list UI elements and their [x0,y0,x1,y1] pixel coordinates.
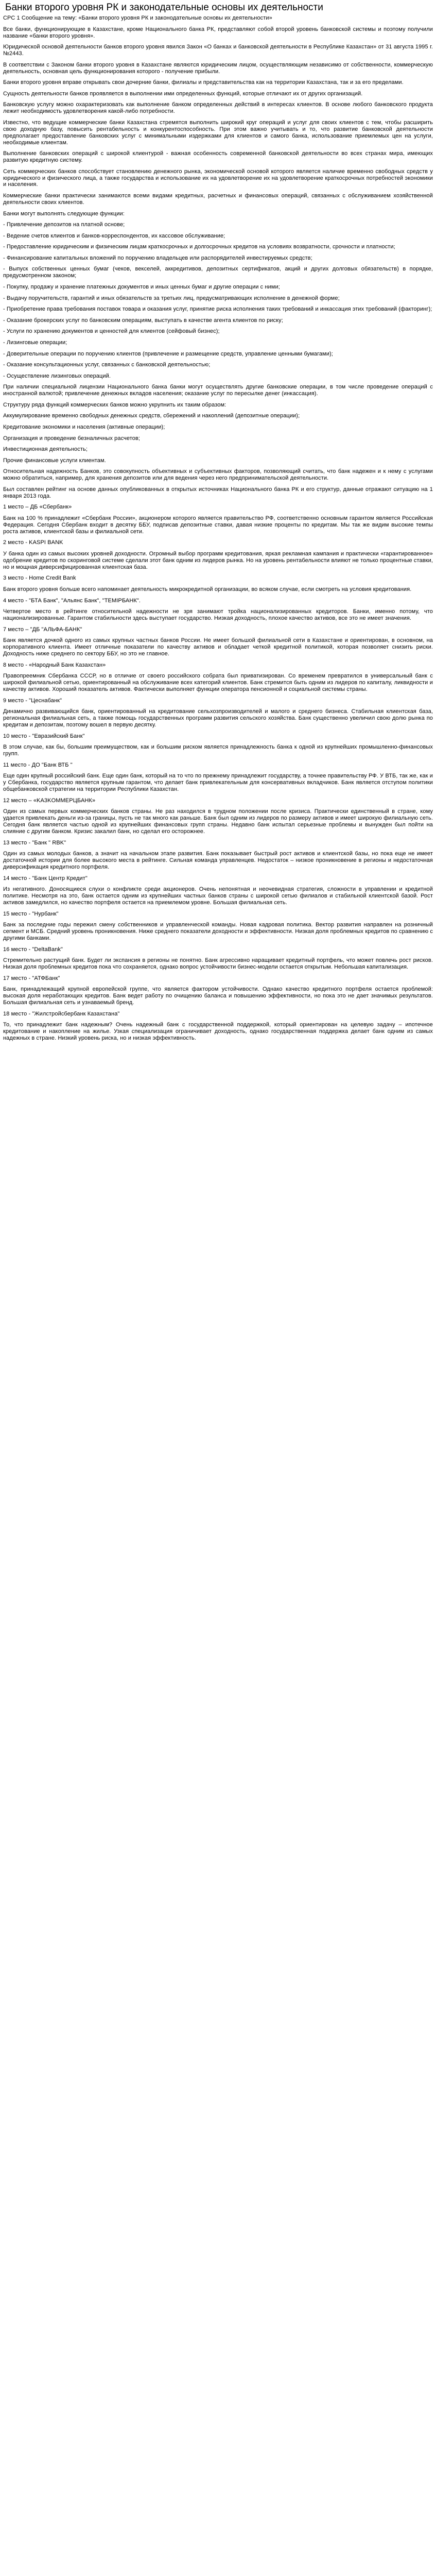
paragraph: - Привлечение депозитов на платной основе; [3,222,125,228]
paragraph: 17 место - "АТФБанк" [3,975,60,981]
paragraph: Кредитование экономики и населения (активные операции); [3,424,165,430]
paragraph: То, что принадлежит банк надежным? Очень надежный банк с государственной поддержкой, который ориентирован на целевую задачу – ипотечное кредитование и накопление на жилье. Узкая специализация ограничивает доходность, однако государственная поддержка делает банк одним из самых надежных в стране. Низкий уровень риска, но и низкая эффективность. [3,1022,433,1042]
paragraph: - Оказание консультационных услуг, связанных с банковской деятельностью; [3,362,211,368]
paragraph: - Ведение счетов клиентов и банков-корреспондентов, их кассовое обслуживание; [3,232,225,239]
paragraph: 3 место - Home Credit Bank [3,575,76,582]
paragraph: 14 место - "Банк Центр Кредит" [3,875,88,882]
paragraph: 9 место - "Цеснабанк" [3,697,62,704]
paragraph: - Доверительные операции по поручению клиентов (привлечение и размещение средств, управление ценными бумагами); [3,350,333,357]
paragraph: - Оказание брокерских услуг по банковским операциям, выступать в качестве агента клиентов по риску; [3,317,283,324]
paragraph: 1 место – ДБ «Сбербанк» [3,504,72,511]
paragraph: - Лизинговые операции; [3,339,67,346]
paragraph: Относительная надежность Банков, это совокупность объективных и субъективных факторов, позволяющий считать, что банк надежен и к нему с услугами можно обратиться, например, для хранения депозитов или для ведения через него предпринимательской деятельности. [3,468,433,482]
paragraph: Коммерческие банки практически занимаются всеми видами кредитных, расчетных и финансовых операций, связанных с обслуживанием хозяйственной деятельности своих клиентов. [3,193,433,206]
paragraph: 10 место - "Евразийский Банк" [3,733,85,739]
page-title: Банки второго уровня РК и законодательные основы их деятельности [5,2,323,13]
paragraph: Банковскую услугу можно охарактеризовать как выполнение банком определенных действий в интересах клиентов. В основе любого банковского продукта лежит необходимость удовлетворения какой-либо потребности. [3,101,433,115]
paragraph: Известно, что ведущие коммерческие банки Казахстана стремятся выполнить широкий круг операций и услуг для своих клиентов с тем, чтобы расширить свою доходную базу, повысить рентабельность и конкурентоспособность. При этом важно учитывать и то, что развитие банковской деятельности предполагает предоставление банковских услуг с минимальными издержками для клиентов и самого банка, использование приемлемых цен на услуги, необходимые клиентам. [3,119,433,146]
paragraph: 16 место - "DeltaBank" [3,946,63,953]
paragraph: - Осуществление лизинговых операций. [3,372,111,379]
document [0,0,436,1042]
paragraph: Выполнение банковских операций с широкой клиентурой - важная особенность современной банковской деятельности во всех странах мира, имеющих развитую кредитную систему. [3,150,433,163]
paragraph: Был составлен рейтинг на основе данных опубликованных в открытых источниках Национального банка РК и его структур, данные отражают ситуацию на 1 января 2013 года. [3,486,433,499]
paragraph: 4 место - "БТА Банк", "Альянс Банк", "ТЕМІРБАНК". [3,597,141,604]
paragraph: Банк, принадлежащий крупной европейской группе, что является фактором устойчивости. Однако качество кредитного портфеля остается проблемой: высокая доля неработающих кредитов. Банк ведет работу по очищению баланса и повышению эффективности, но пока это не дает значимых результатов. Большая филиальная сеть и узнаваемый бренд. [3,986,433,1006]
paragraph: СРС 1 Сообщение на тему: «Банки второго уровня РК и законодательные основы их деятельности» [3,15,272,21]
paragraph: Все банки, функционирующие в Казахстане, кроме Национального банка РК, представляют собой второй уровень банковской системы и поэтому получили название «банки второго уровня». [3,26,433,39]
paragraph: Банк за последние годы пережил смену собственников и управленческой команды. Новая кадровая политика. Вектор развития направлен на розничный сегмент и МСБ. Средний уровень проникновения. Ниже среднего показатели доходности и эффективности. Низкая доля проблемных кредитов по сравнению с другими банками. [3,922,433,942]
paragraph: 11 место - ДО "Банк ВТБ " [3,761,73,768]
paragraph: Правопреемник Сбербанка СССР, но в отличие от своего российского собрата был приватизирован. Со временем превратился в универсальный банк с широкой филиальной сетью, ориентированный на обслуживание всех категорий клиентов. Банк стремится быть одним из лидеров по капиталу, ликвидности и качеству активов. Хороший показатель активов. Фактически выполняет функции оператора пенсионной и социальной системы страны. [3,673,433,693]
paragraph: Динамично развивающийся банк, ориентированный на кредитование сельхозпроизводителей и малого и среднего бизнеса. Стабильная клиентская база, региональная филиальная сеть, а также помощь государственных программ развития сельского хозяйства. Банк существенно увеличил свою долю рынка по кредитам и депозитам, поэтому вошел в первую десятку. [3,708,433,728]
paragraph: - Выдачу поручительств, гарантий и иных обязательств за третьих лиц, предусматривающих исполнение в денежной форме; [3,295,340,301]
paragraph: 7 место – "ДБ "АЛЬФА-БАНК" [3,626,82,633]
paragraph: В соответствии с Законом банки второго уровня в Казахстане являются юридическим лицом, осуществляющим независимо от собственности, коммерческую деятельность, основная цель функционирования которого - получение прибыли. [3,61,433,75]
paragraph: - Приобретение права требования поставок товара и оказания услуг, принятие риска исполнения таких требований и инкассация этих требований (факторинг); [3,306,432,313]
paragraph: Юридической основой деятельности банков второго уровня явился Закон «О банках и банковской деятельности в Республике Казахстан» от 31 августа 1995 г. №2443. [3,44,433,57]
paragraph: Банк второго уровня больше всего напоминает деятельность микрокредитной организации, во всяком случае, если смотреть на условия кредитования. [3,586,412,592]
paragraph: При наличии специальной лицензии Национального банка банки могут осуществлять другие банковские операции, в том числе проведение операций с иностранной валютой; привлечение денежных вкладов населения; оказание услуг по пересылке денег (инкассация). [3,384,433,397]
paragraph: Еще один крупный российский банк. Еще один банк, который на то что по прежнему принадлежит государству, а точнее правительству РФ. У ВТБ, так же, как и у Сбербанка, государство является крупным гарантом, что делает банк привлекательным для консервативных вкладчиков. Банк является отступом политики общебанковской стратегии на территории Республики Казахстан. [3,773,433,793]
paragraph: Из негативного. Доносящиеся слухи о конфликте среди акционеров. Очень непонятная и неочевидная стратегия, сложности в управлении и кредитной политике. Несмотря на это, банк остается одним из крупнейших частных банков страны с широкой сетью филиалов и стабильной клиентской базой. Рост активов замедлился, но качество портфеля остается на приемлемом уровне. Большая филиальная сеть. [3,886,433,906]
paragraph: Банк является дочкой одного из самых крупных частных банков России. Не имеет большой филиальной сети в Казахстане и ориентирован, в основном, на корпоративного клиента. Имеет отличные показатели по качеству активов и обладает четкой кредитной политикой, которая позволяет снизить риски. Доходность ниже среднего по сектору ББУ, но это не главное. [3,637,433,657]
paragraph: 18 место - "Жилстройсбербанк Казахстана" [3,1010,120,1017]
paragraph: 8 место - «Народный Банк Казахстан» [3,662,106,668]
paragraph: - Предоставление юридическим и физическим лицам краткосрочных и долгосрочных кредитов на условиях возвратности, срочности и платности; [3,244,395,250]
paragraph: Стремительно растущий банк. Будет ли экспансия в регионы не понятно. Банк агрессивно наращивает кредитный портфель, что может повлечь рост рисков. Низкая доля проблемных кредитов пока что сохраняется, однако вопрос устойчивости бизнес-модели остается открытым. Небольшая капитализация. [3,957,433,971]
paragraph: - Финансирование капитальных вложений по поручению владельцев или распорядителей инвестируемых средств; [3,255,312,261]
document-body [3,15,433,1042]
paragraph: Аккумулирование временно свободных денежных средств, сбережений и накоплений (депозитные операции); [3,413,300,419]
paragraph: 2 место - KASPI BANK [3,539,63,546]
paragraph: Один из самых первых коммерческих банков страны. Не раз находился в трудном положении после кризиса. Практически единственный в стране, кому удается привлекать деньги из-за границы, пусть не так много как раньше. Банк был одним из лидеров по размеру активов и имеет широкую филиальную сеть. Сегодня банк является частью одной из крупнейших финансовых групп страны. Недавно банк испытал серьезные проблемы и вынужден был пойти на слияние с другим банком. Кризис закалил банк, но сделал его осторожнее. [3,808,433,835]
paragraph: Четвертое место в рейтинге относительной надежности не зря занимают тройка национализированных кредиторов. Банки, именно потому, что национализированные. Гарантом стабильности здесь выступает государство. Низкая доходность, плохое качество активов, все это не имеет значения. [3,608,433,622]
paragraph: Инвестиционная деятельность; [3,446,88,453]
paragraph: - Покупку, продажу и хранение платежных документов и иных ценных бумаг и другие операции с ними; [3,283,280,290]
paragraph: Банки второго уровня вправе открывать свои дочерние банки, филиалы и представительства как на территории Казахстана, так и за его пределами. [3,79,404,86]
paragraph: - Выпуск собственных ценных бумаг (чеков, векселей, аккредитивов, депозитных сертификатов, акций и других долговых обязательств) в порядке, предусмотренном законом; [3,266,433,279]
paragraph: У банка один из самых высоких уровней доходности. Огромный выбор программ кредитования, яркая рекламная кампания и практически «гарантированное» одобрение кредитов по скоринговой системе сделали этот банк одним из лидеров рынка. Но на уровень рентабельности влияют не только процентные ставки, но и мощная диверсифицированная клиентская база. [3,550,433,570]
paragraph: Структуру ряда функций коммерческих банков можно укрупнить их таким образом: [3,401,226,408]
paragraph: Один из самых молодых банков, а значит на начальном этапе развития. Банк показывает быстрый рост активов и клиентской базы, но пока еще не имеет достаточной истории для более высокого места в рейтинге. Сильная команда управленцев. Недостаток – низкое проникновение в регионы и недостаточная диверсификация кредитного портфеля. [3,851,433,871]
paragraph: Банк на 100 % принадлежит «Сбербанк России», акционером которого является правительство РФ, соответственно основным гарантом является Российская Федерация. Сегодня Сбербанк входит в десятку ББУ, подписав депозитные ставки, давая низкие проценты по кредитам. Мы так же видим высокие темпы роста активов, клиентской базы и филиальной сети. [3,515,433,535]
paragraph: 13 место - "Банк " RBK" [3,839,66,846]
paragraph: Сущность деятельности банков проявляется в выполнении ими определенных функций, которые отличают их от других организаций. [3,90,363,97]
paragraph: В этом случае, как бы, большим преимуществом, как и большим риском является принадлежность банка к одной из крупнейших промышленно-финансовых групп. [3,744,433,757]
paragraph: Организация и проведение безналичных расчетов; [3,435,141,442]
paragraph: 15 место - "Нурбанк" [3,910,59,917]
paragraph: Банки могут выполнять следующие функции: [3,210,125,217]
paragraph: - Услуги по хранению документов и ценностей для клиентов (сейфовый бизнес); [3,328,220,335]
paragraph: Сеть коммерческих банков способствует становлению денежного рынка, экономической основой которого является наличие временно свободных средств у юридического и физического лица, а также государства и использование их на удовлетворение их на удовлетворение краткосрочных потребностей экономики и населения. [3,168,433,188]
paragraph: 12 место – «KA3KOMMEРЦБАНК» [3,797,96,804]
paragraph: Прочие финансовые услуги клиентам. [3,457,106,464]
